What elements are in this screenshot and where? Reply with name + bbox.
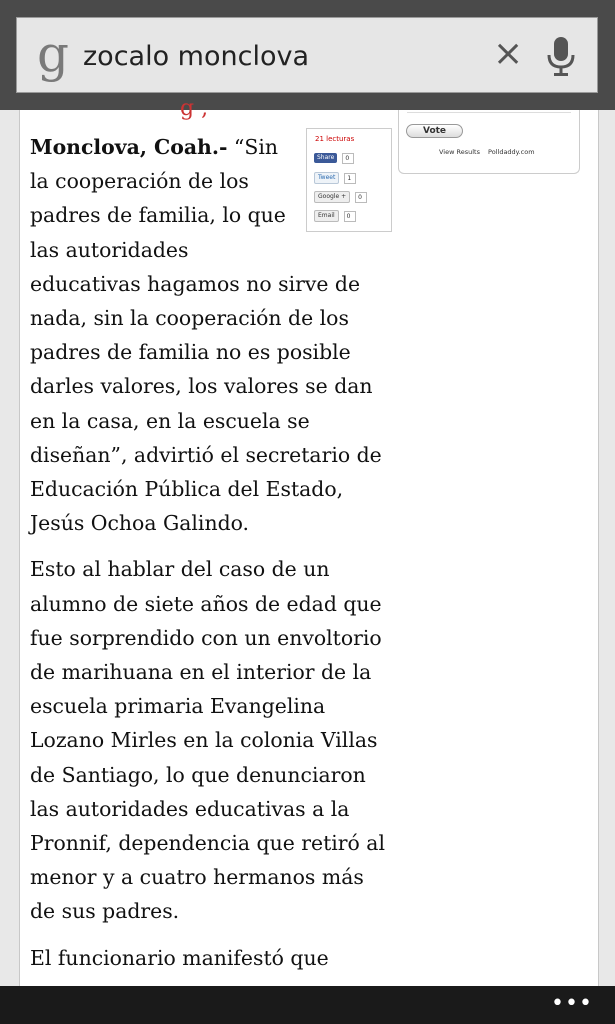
browser-top-bar <box>0 0 615 110</box>
article-paragraph-1 <box>30 130 392 540</box>
google-icon: g <box>37 25 70 83</box>
dateline: Monclova, Coah.- <box>30 135 228 159</box>
vote-button[interactable]: Vote <box>406 124 463 138</box>
reads-count: 21 lecturas <box>315 135 355 143</box>
google-share-row <box>314 192 367 202</box>
google-plus-button[interactable]: Google + <box>314 191 350 203</box>
tweet-button[interactable]: Tweet <box>314 172 339 184</box>
tweet-count: 1 <box>344 173 356 184</box>
share-widget <box>306 128 392 232</box>
poll-links <box>439 148 541 156</box>
email-count: 0 <box>344 211 356 222</box>
page-content <box>19 96 599 1010</box>
poll-widget <box>398 110 580 174</box>
twitter-share-row <box>314 173 356 183</box>
facebook-share-button[interactable]: Share <box>314 153 337 163</box>
app-bar <box>0 986 615 1024</box>
article-body <box>30 130 392 987</box>
search-box[interactable] <box>16 17 598 93</box>
microphone-icon[interactable] <box>544 36 578 78</box>
close-icon[interactable]: × <box>493 33 524 74</box>
clipped-headline-fragment: g , <box>180 96 209 121</box>
google-count: 0 <box>355 192 367 203</box>
search-query[interactable]: zocalo monclova <box>83 41 310 72</box>
facebook-share-row <box>314 153 354 163</box>
facebook-count: 0 <box>342 153 354 164</box>
email-button[interactable]: Email <box>314 210 339 222</box>
polldaddy-link[interactable]: Polldaddy.com <box>488 148 535 156</box>
more-options-icon[interactable]: ••• <box>551 991 593 1016</box>
article-paragraph-2: Esto al hablar del caso de un alumno de siete años de edad que fue sorprendido con un envoltorio de marihuana en el interior de la escuela primaria Evangelina Lozano Mirles en la colonia Villas de Santiago, lo que denunciaron las autoridades educativas a la Pronnif, dependencia que retiró al menor y a cuatro hermanos más de sus padres. <box>30 557 385 924</box>
poll-divider <box>407 112 571 113</box>
view-results-link[interactable]: View Results <box>439 148 480 156</box>
email-share-row <box>314 211 356 221</box>
paragraph-1-text: “Sin la cooperación de los padres de familia, lo que las autoridades educativas hagamos no sirve de nada, sin la cooperación de los padres de familia no es posible darles valores, los valores se dan en la casa, en la escuela se diseñan”, advirtió el secretario de Educación Pública del Estado, Jesús Ochoa Galindo. <box>30 135 382 536</box>
web-page-viewport[interactable] <box>0 96 615 986</box>
article-paragraph-3: El funcionario manifestó que <box>30 945 329 970</box>
